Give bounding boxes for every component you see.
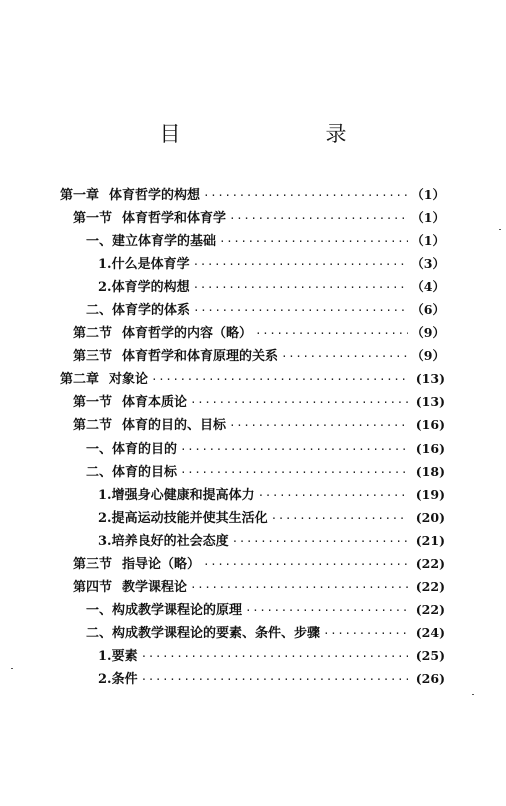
toc-entry[interactable] [60,460,445,483]
toc-entry-label [98,530,229,553]
toc-entry-page: (18) [415,463,445,479]
toc-entry[interactable] [60,183,445,206]
toc-entry-text: 体育哲学和体育原理的关系 [122,349,279,365]
toc-entry-text: 2.条件 [98,671,138,687]
paper-speck [11,668,13,669]
toc-entry-text: 一、构成教学课程论的原理 [86,602,243,618]
toc-entry[interactable] [60,206,445,229]
toc-entry[interactable] [60,506,445,529]
table-of-contents [60,183,445,690]
toc-title: 目 录 [159,122,409,146]
toc-entry-text: 1.要素 [98,648,138,664]
dot-leader [255,322,408,345]
dot-leader [232,530,408,553]
toc-entry[interactable] [60,483,445,506]
dot-leader [245,599,408,622]
toc-entry-label [73,207,226,230]
toc-entry-label [86,461,177,484]
toc-entry-label [86,230,216,253]
toc-entry-text: 一、建立体育学的基础 [86,234,217,250]
toc-entry[interactable] [60,644,445,667]
toc-entry-text: 体育的目的、目标 [122,418,227,434]
dot-leader [190,391,408,414]
toc-entry-label [98,276,190,299]
dot-leader [229,414,408,437]
toc-entry-text: 1.什么是体育学 [98,257,190,273]
toc-entry-text: 二、体育学的体系 [86,303,191,319]
toc-entry-label [98,484,255,507]
dot-leader [193,253,408,276]
toc-entry-page: （1） [411,210,445,226]
toc-entry-page: （1） [411,187,445,202]
dot-leader [323,622,408,645]
toc-entry[interactable] [60,321,445,344]
paper-speck [472,694,474,695]
dot-leader [193,276,408,299]
toc-entry[interactable] [60,598,445,621]
toc-entry-text: 体育哲学的内容（略） [122,326,253,342]
toc-entry-page: (24) [415,624,445,640]
toc-entry-text: 对象论 [109,372,149,388]
toc-entry-number: 第二章 [60,372,100,388]
toc-entry-text: 二、体育的目标 [86,464,178,480]
toc-entry-text: 一、体育的目的 [86,441,178,457]
toc-entry-text: 体育哲学的构想 [109,188,201,203]
toc-entry-label [86,438,177,461]
toc-entry-page: (22) [415,578,445,594]
toc-entry-page: (26) [415,670,445,686]
toc-entry-label [86,599,242,622]
toc-entry-page: （3） [411,256,445,272]
toc-entry-text: 指导论（略） [122,556,201,572]
toc-entry[interactable] [60,529,445,552]
toc-entry-page: （1） [411,233,445,249]
toc-entry-text: 教学课程论 [122,579,188,595]
toc-entry-label [60,184,200,207]
toc-entry-number: 第一节 [73,395,113,411]
dot-leader [281,345,408,368]
toc-entry[interactable] [60,552,445,575]
toc-entry-text: 1.增强身心健康和提高体力 [98,487,255,503]
dot-leader [203,184,408,207]
toc-entry-number: 第三节 [73,556,113,572]
dot-leader [141,668,408,691]
toc-entry-label [98,645,138,668]
toc-entry[interactable] [60,367,445,390]
toc-entry-label [98,507,268,530]
dot-leader [219,230,408,253]
toc-entry-page: （4） [411,279,445,295]
toc-entry-number: 第二节 [73,326,113,342]
toc-entry[interactable] [60,298,445,321]
toc-entry[interactable] [60,344,445,367]
toc-entry-text: 3.培养良好的社会态度 [98,533,229,549]
toc-entry-page: (25) [415,647,445,663]
dot-leader [229,207,408,230]
dot-leader [193,299,408,322]
dot-leader [180,461,408,484]
toc-entry-page: (16) [415,417,445,433]
toc-entry-number: 第三节 [73,349,113,365]
toc-entry-label [73,576,187,599]
toc-entry-number: 第四节 [73,579,113,595]
toc-entry-page: (22) [415,555,445,571]
toc-entry[interactable] [60,252,445,275]
toc-entry-page: （9） [411,348,445,364]
toc-entry-page: (21) [415,532,445,548]
toc-entry-number: 第二节 [73,418,113,434]
toc-entry-page: （6） [411,302,445,318]
toc-entry-page: (19) [415,486,445,502]
toc-entry[interactable] [60,413,445,436]
toc-entry-text: 2.提高运动技能并使其生活化 [98,510,268,526]
dot-leader [180,438,408,461]
toc-entry-page: (16) [415,440,445,456]
dot-leader [190,576,408,599]
toc-entry-page: （9） [411,325,445,341]
toc-entry-page: (22) [415,601,445,617]
toc-entry-text: 体育哲学和体育学 [122,211,227,227]
dot-leader [151,368,408,391]
toc-entry-label [86,299,190,322]
toc-entry-text: 二、构成教学课程论的要素、条件、步骤 [86,625,321,641]
toc-entry[interactable] [60,275,445,298]
toc-entry[interactable] [60,229,445,252]
toc-entry-label [98,668,138,691]
dot-leader [203,553,408,576]
toc-entry-label [73,322,252,345]
toc-entry[interactable] [60,575,445,598]
toc-entry-label [86,622,320,645]
toc-entry-page: (13) [415,371,445,387]
toc-entry-label [73,553,200,576]
toc-entry-text: 2.体育学的构想 [98,280,190,296]
dot-leader [258,484,408,507]
toc-entry-label [60,368,148,391]
dot-leader [141,645,408,668]
toc-entry-label [98,253,190,276]
toc-entry-text: 体育本质论 [122,395,188,411]
toc-entry[interactable] [60,390,445,413]
toc-entry[interactable] [60,667,445,690]
dot-leader [271,507,408,530]
toc-entry-label [73,414,226,437]
toc-entry-number: 第一章 [60,188,100,203]
toc-entry-label [73,345,278,368]
paper-speck [499,229,501,230]
toc-entry-page: (13) [415,394,445,410]
toc-entry-page: (20) [415,509,445,525]
toc-entry[interactable] [60,437,445,460]
toc-entry-label [73,391,187,414]
toc-entry[interactable] [60,621,445,644]
toc-entry-number: 第一节 [73,211,113,227]
